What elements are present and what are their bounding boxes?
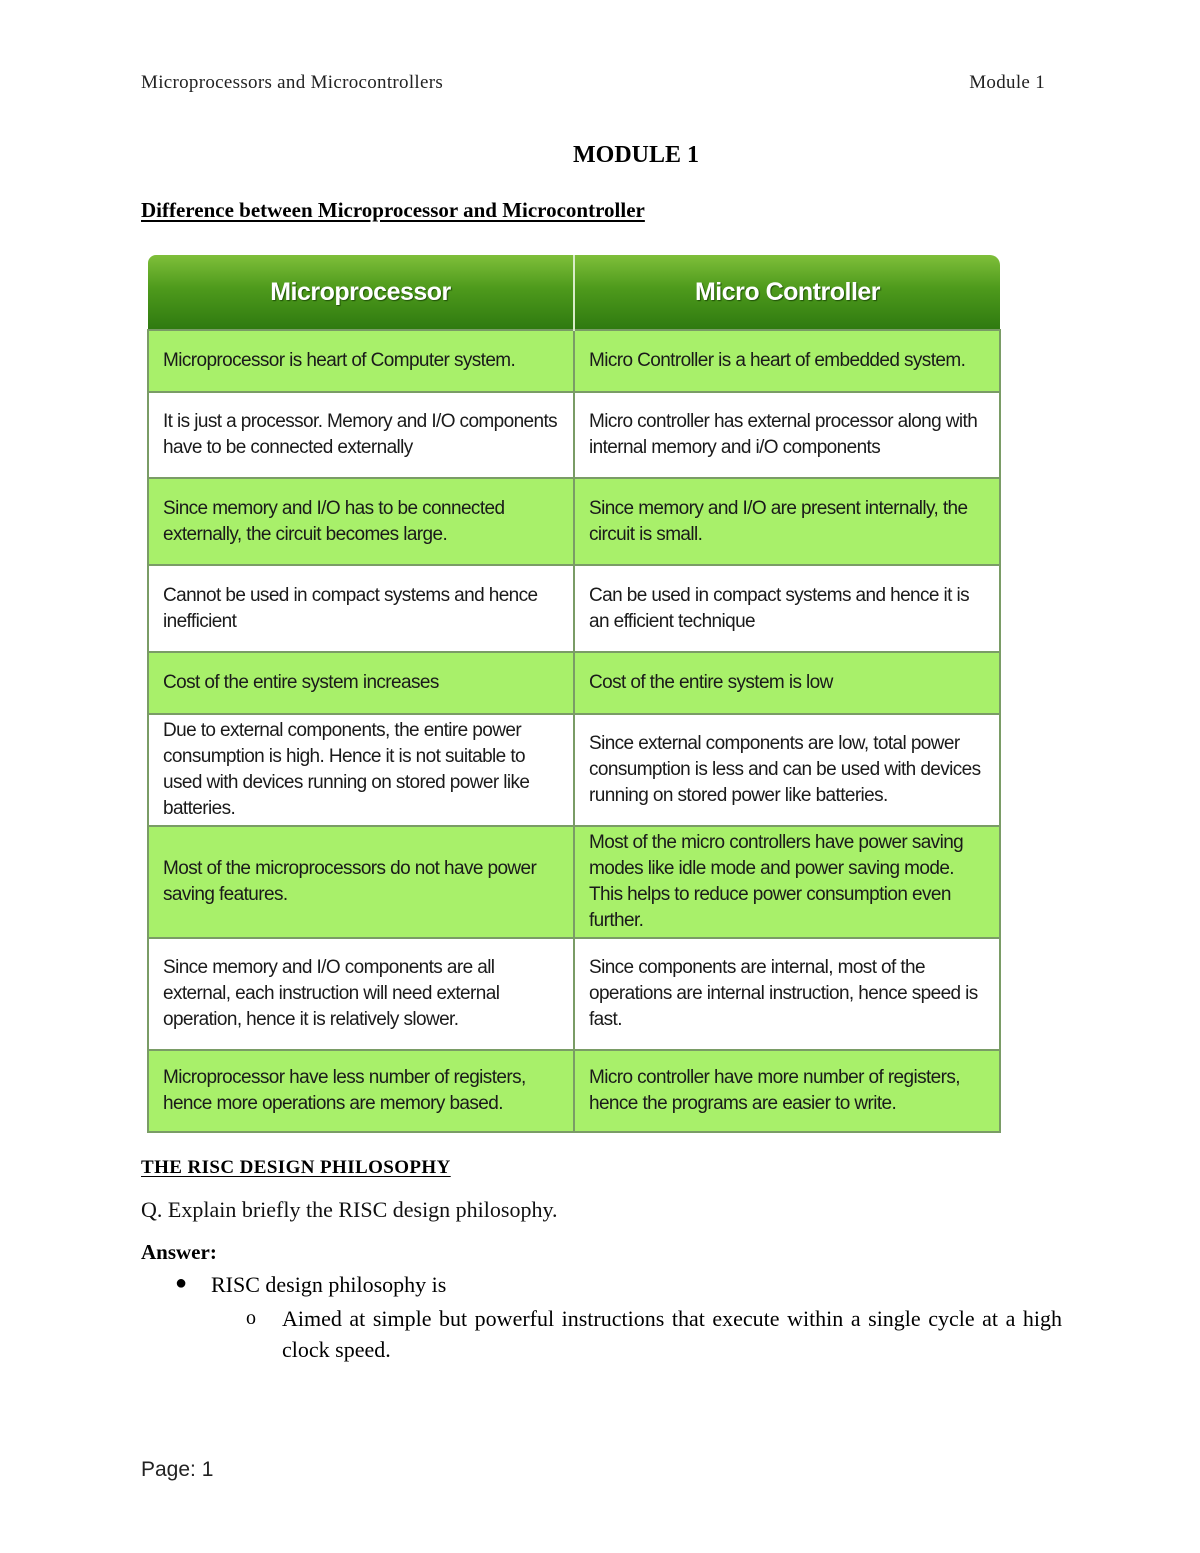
header-module-label: Module 1 [969, 72, 1045, 93]
table-cell: Micro controller have more number of registers, hence the programs are easier to write. [574, 1050, 1000, 1132]
table-row [148, 826, 1000, 938]
answer-label: Answer: [141, 1240, 217, 1264]
table-row [148, 938, 1000, 1050]
bullet-dot-icon: ● [175, 1272, 188, 1294]
table-cell: Since external components are low, total power consumption is less and can be used with devices running on stored power like batteries. [574, 714, 1000, 826]
table-cell: Since memory and I/O components are all external, each instruction will need external operation, hence it is relatively slower. [148, 938, 574, 1050]
table-row [148, 330, 1000, 392]
list-item-text: RISC design philosophy is [211, 1272, 447, 1297]
table-cell: Since memory and I/O has to be connected externally, the circuit becomes large. [148, 478, 574, 565]
question-text: Q. Explain briefly the RISC design philosophy. [141, 1197, 558, 1222]
table-cell: Cost of the entire system is low [574, 652, 1000, 714]
table-cell: Cannot be used in compact systems and hence inefficient [148, 565, 574, 652]
table-row [148, 478, 1000, 565]
table-cell: Can be used in compact systems and hence it is an efficient technique [574, 565, 1000, 652]
table-row [148, 565, 1000, 652]
table-cell: Due to external components, the entire power consumption is high. Hence it is not suitable to used with devices running on stored power like batteries. [148, 714, 574, 826]
table-cell: Most of the microprocessors do not have power saving features. [148, 826, 574, 938]
header-course-title: Microprocessors and Microcontrollers [141, 72, 444, 93]
table-cell: Microprocessor have less number of registers, hence more operations are memory based. [148, 1050, 574, 1132]
page-title: MODULE 1 [573, 142, 699, 168]
table-cell: It is just a processor. Memory and I/O components have to be connected externally [148, 392, 574, 478]
list-item-text: Aimed at simple but powerful instructions that execute within a single cycle at a high clock speed. [282, 1306, 1062, 1362]
running-header [141, 72, 1045, 98]
bullet-circle-icon: o [246, 1307, 256, 1329]
table-cell: Micro controller has external processor along with internal memory and i/O components [574, 392, 1000, 478]
section-heading-risc: THE RISC DESIGN PHILOSOPHY [141, 1157, 451, 1178]
table-row [148, 1050, 1000, 1132]
comparison-table [147, 255, 1001, 1133]
table-cell: Since components are internal, most of the operations are internal instruction, hence speed is fast. [574, 938, 1000, 1050]
table-row [148, 392, 1000, 478]
table-cell: Microprocessor is heart of Computer system. [148, 330, 574, 392]
column-header-microprocessor: Microprocessor [148, 255, 574, 330]
table-cell: Most of the micro controllers have power saving modes like idle mode and power saving mode. This helps to reduce power consumption even further. [574, 826, 1000, 938]
section-heading-difference: Difference between Microprocessor and Microcontroller [141, 198, 645, 222]
column-header-microcontroller: Micro Controller [574, 255, 1000, 330]
table-cell: Since memory and I/O are present internally, the circuit is small. [574, 478, 1000, 565]
table-row [148, 714, 1000, 826]
table-row [148, 652, 1000, 714]
table-cell: Cost of the entire system increases [148, 652, 574, 714]
table-header-row [148, 255, 1000, 330]
table-cell: Micro Controller is a heart of embedded system. [574, 330, 1000, 392]
page-number-footer: Page: 1 [141, 1458, 214, 1481]
